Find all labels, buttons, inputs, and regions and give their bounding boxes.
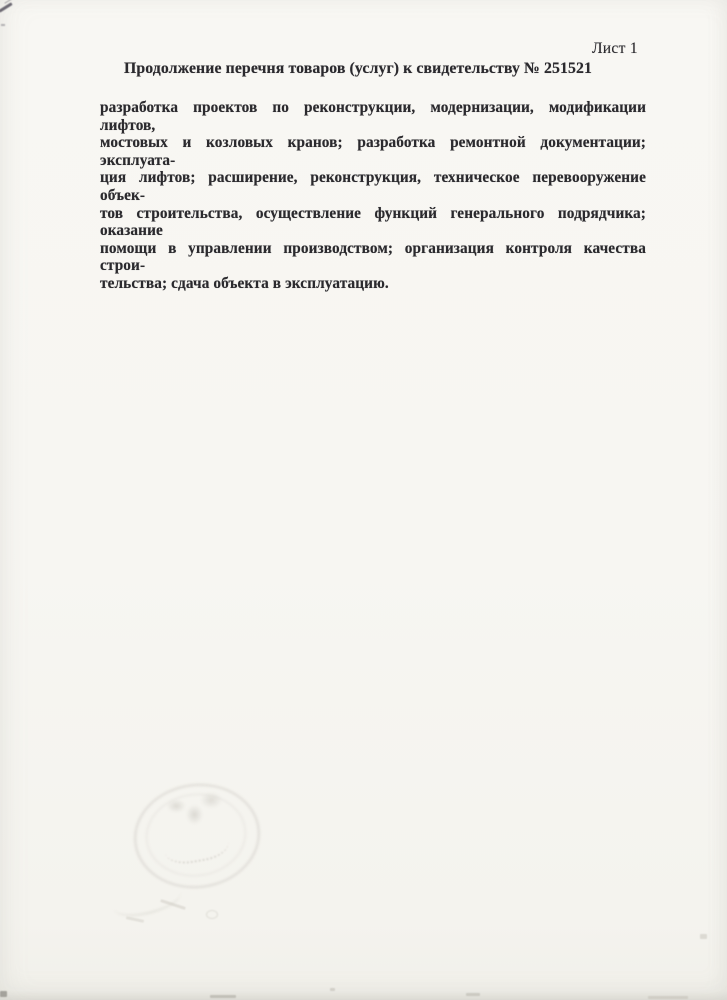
paragraph-line: ция лифтов; расширение, реконструкция, техническое перевооружение объек- — [100, 169, 646, 204]
scan-artifact-smudge — [126, 916, 144, 923]
scan-artifact-speck — [1, 24, 5, 26]
paragraph-line: тельства; сдача объекта в эксплуатацию. — [100, 274, 389, 292]
paragraph-line: разработка проектов по реконструкции, модернизации, модификации лифтов, — [100, 99, 646, 134]
paragraph-line: помощи в управлении производством; организация контроля качества строи- — [100, 239, 646, 275]
scan-artifact-speck — [700, 934, 707, 939]
seal-inner-ring — [141, 788, 250, 882]
paragraph-line: мостовых и козловых кранов; разработка ремонтной документации; эксплуата- — [100, 134, 646, 169]
embossed-seal-icon — [118, 768, 303, 918]
services-list-paragraph — [100, 99, 646, 293]
seal-outer-ring — [128, 777, 266, 896]
seal-smudge-arc — [110, 878, 185, 922]
scan-artifact-corner-mark — [0, 2, 13, 12]
paragraph-line: тов строительства, осуществление функций генерального подрядчика; оказание — [100, 204, 646, 240]
scan-edge-shading — [0, 991, 727, 1000]
sheet-number-label: Лист 1 — [592, 40, 638, 57]
scan-artifact-smudge — [160, 899, 186, 910]
seal-inner-marks — [161, 821, 230, 868]
document-title: Продолжение перечня товаров (услуг) к свидетельству № 251521 — [123, 60, 593, 77]
seal-smudge-dot — [206, 910, 218, 919]
seal-emblem — [158, 774, 234, 832]
